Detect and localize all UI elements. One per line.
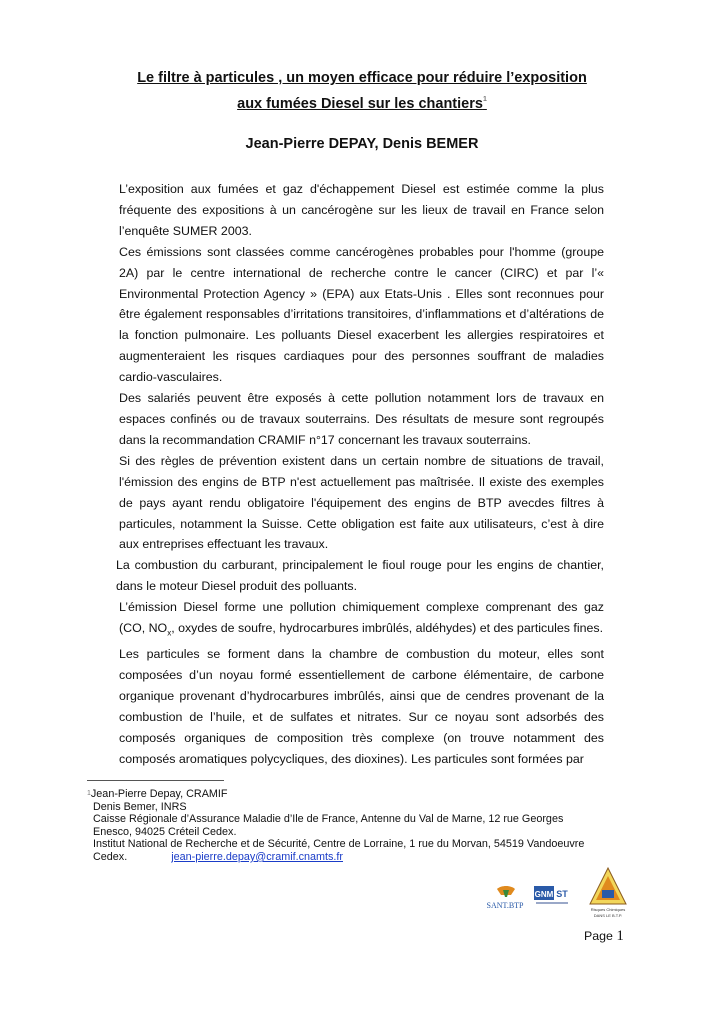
btp-logo-text-1: Risques Chimiques (590, 907, 626, 912)
body-paragraph-6: Les particules se forment dans la chambre de combustion du moteur, elles sont composées d’un noyau formé essentiellement de carbone élémentaire, de carbone organique provenant d’hydrocarbures imbrûlés, ainsi que de cendres provenant de la combustion de l’huile, et de sulfates et nitrates. Sur ce noyau sont adsorbés des composés organiques de composition très complexe (on trouve notamment des composés aromatiques polycycliques, des dioxines). Les particules sont formées par (119, 647, 604, 766)
body-paragraph-4: Si des règles de prévention existent dans un certain nombre de situations de travail, l'émission des engins de BTP n'est actuellement pas maîtrisée. Il existe des exemples de pays ayant rendu obligatoire l'équipement des engins de BTP avecdes filtres à particules, notamment la Suisse. Cette obligation est faite aux utilisateurs, c’est à dire aux entreprises effectuant les travaux. (119, 453, 604, 552)
body-paragraph-1: L’exposition aux fumées et gaz d'échappement Diesel est estimée comme la plus fréquente des expositions à un cancérogène sur les lieux de travail en France selon l’enquête SUMER 2003. (119, 182, 604, 238)
document-authors: Jean-Pierre DEPAY, Denis BEMER (245, 136, 479, 152)
sant-btp-logo-text: SANT.BTP (486, 901, 524, 910)
emission-subscript: x (167, 628, 172, 638)
footnote-line-2: Denis Bemer, INRS (93, 800, 187, 813)
document-title-line-2-text: aux fumées Diesel sur les chantiers (237, 96, 483, 112)
st-logo-text: ST (556, 889, 568, 899)
btp-logo-text-2: DANS LE B.T.P. (593, 913, 623, 918)
emission-text-before: L’émission Diesel forme une pollution chimiquement complexe comprenant des gaz (CO, NO (119, 600, 604, 636)
title-footnote-mark: 1 (482, 96, 487, 103)
body-paragraph-5: La combustion du carburant, principalement le fioul rouge pour les engins de chantier, dans le moteur Diesel produit des polluants. (116, 558, 604, 594)
footnote-line-5: Institut National de Recherche et de Sécurité, Centre de Lorraine, 1 rue du Morvan, 54519 Vandoeuvre (93, 838, 585, 851)
footnote-line-4: Enesco, 94025 Créteil Cedex. (93, 825, 237, 838)
body-paragraph-2: Ces émissions sont classées comme cancérogènes probables pour l'homme (groupe 2A) par le centre international de recherche contre le cancer (CIRC) et par l’« Environmental Protection Agency » (EPA) aux Etats-Unis . Elles sont reconnues pour être également responsables d’irritations transitoires, d’inflammations et d’altérations de la fonction pulmonaire. Les polluants Diesel exacerbent les allergies respiratoires et augmenteraient les risques cardiaques pour des personnes souffrant de maladies cardio-vasculaires. (119, 244, 604, 385)
body-paragraph-emission (119, 597, 604, 644)
footnote-cedex: Cedex. (93, 850, 128, 863)
document-title-line-2 (0, 96, 724, 112)
footnote-separator (87, 780, 224, 781)
risques-chimiques-btp-logo (588, 866, 628, 922)
page-number (584, 928, 624, 945)
page-number-value: 1 (616, 928, 624, 944)
gnm-st-logo (534, 884, 570, 908)
footnote-mark: 1 (87, 790, 91, 797)
gnm-logo-text: GNM (534, 890, 554, 899)
author-email-link[interactable]: jean-pierre.depay@cramif.cnamts.fr (171, 850, 343, 863)
footnote-line-1 (87, 788, 607, 801)
body-paragraph-3: Des salariés peuvent être exposés à cette pollution notamment lors de travaux en espaces confinés ou de travaux souterrains. Des résultats de mesure sont regroupés dans la recommandation CRAMIF n°17 concernant les travaux souterrains. (119, 391, 604, 447)
footnote-line-3: Caisse Régionale d’Assurance Maladie d’Ile de France, Antenne du Val de Marne, 12 rue Georges (93, 813, 564, 826)
document-body (116, 179, 604, 770)
emission-text-after: , oxydes de soufre, hydrocarbures imbrûlés, aldéhydes) et des particules fines. (171, 621, 604, 636)
document-title-line-1: Le filtre à particules , un moyen efficace pour réduire l’exposition (137, 70, 587, 86)
footnote-line-1-text: Jean-Pierre Depay, CRAMIF (90, 788, 228, 800)
footnote (87, 788, 607, 864)
footnote-line-6 (87, 851, 607, 864)
sant-btp-logo (481, 885, 529, 911)
page-label: Page (584, 929, 613, 943)
